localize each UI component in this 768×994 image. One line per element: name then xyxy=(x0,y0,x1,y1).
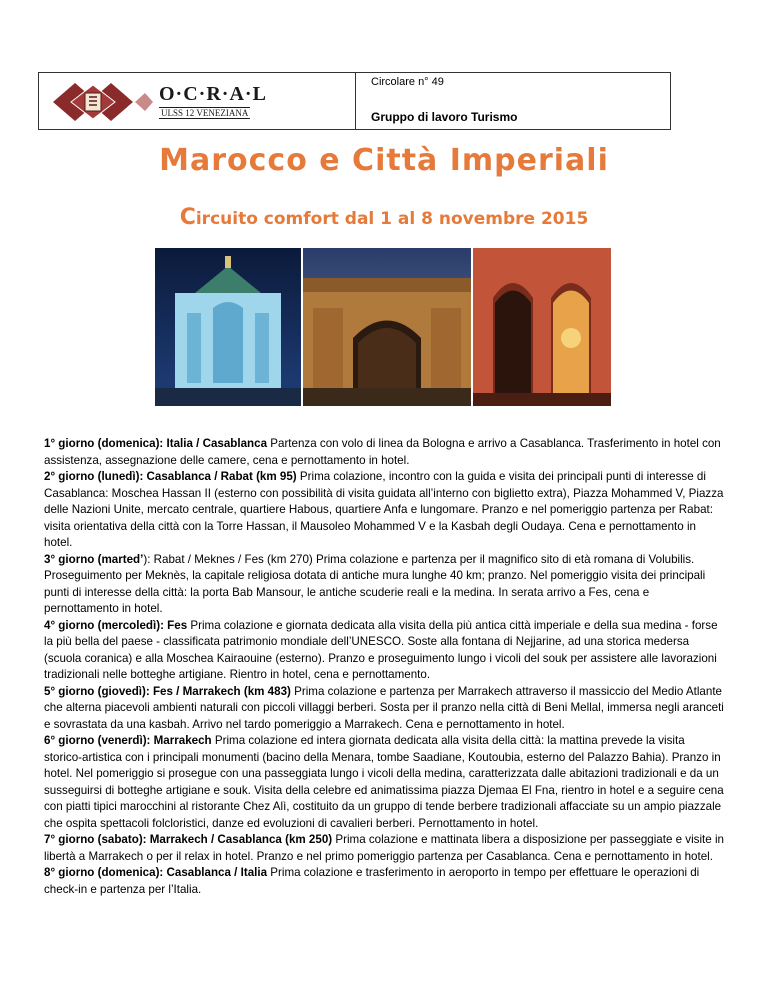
day-label: 3° giorno (marted’ xyxy=(44,552,144,566)
day-text: Prima colazione e partenza per Marrakech attraverso il massiccio del Medio Atlante che alterna piacevoli ambienti naturali con piccoli villaggi berberi. Sosta per il pranzo nella città di Beni Mellal, immersa negli aranceti e sovrastata da una kasbah. Arrivo nel tardo pomeriggio a Marrakech. Cena e pernottamento in hotel. xyxy=(44,684,724,731)
day-4 xyxy=(44,618,724,684)
day-label: 1° giorno (domenica): Italia / Casablanca xyxy=(44,437,268,450)
day-label: 7° giorno (sabato): Marrakech / Casablanca (km 250) xyxy=(44,833,333,846)
day-text: Prima colazione e trasferimento in aeroporto in tempo per effettuare le operazioni di check-in e partenza per l’Italia. xyxy=(44,866,700,896)
mausoleum-photo xyxy=(155,248,301,406)
page-subtitle xyxy=(0,205,768,230)
day-3 xyxy=(44,552,724,618)
day-text: ): Rabat / Meknes / Fes (km 270) Prima colazione e partenza per il magnifico sito di età romana di Volubilis. Proseguimento per Meknès, la capitale religiosa dotata di antiche mura lunghe 40 km; pranzo. Nel pomeriggio visita dei principali punti di interesse della città: la porta Bab Mansour, le antiche scuderie reali e la medina. In serata arrivo a Fes, cena e pernottamento in hotel. xyxy=(44,552,706,615)
gate-photo xyxy=(303,248,471,406)
day-6 xyxy=(44,733,724,832)
day-label: 6° giorno (venerdì): Marrakech xyxy=(44,734,212,747)
group-name: Gruppo di lavoro Turismo xyxy=(371,110,518,124)
photo-strip xyxy=(155,248,611,406)
logo-name: O·C·R·A·L xyxy=(159,83,267,105)
day-label: 2° giorno (lunedì): Casablanca / Rabat (km 95) xyxy=(44,470,297,483)
day-2 xyxy=(44,469,724,552)
day-text: Prima colazione e mattinata libera a disposizione per passeggiate e visite in libertà a Marrakech o per il relax in hotel. Pranzo e nel primo pomeriggio partenza per Casablanca. Cena e pernottamento in hotel. xyxy=(44,833,724,863)
day-7 xyxy=(44,832,724,865)
page-title: Marocco e Città Imperiali xyxy=(159,143,609,178)
subtitle-text: ircuito comfort dal 1 al 8 novembre 2015 xyxy=(195,209,589,229)
day-5 xyxy=(44,684,724,734)
day-text: Prima colazione, incontro con la guida e visita dei principali punti di interesse di Casablanca: Moschea Hassan II (esterno con possibilità di visita guidata all’interno con biglietto extra), Piazza Mohammed V, Piazza delle Nazioni Unite, mercato centrale, quartiere Habous, quartiere Anfa e lungomare. Pranzo e nel pomeriggio partenza per Rabat: visita orientativa della città con la Torre Hassan, il Mausoleo Mohammed V e la Kasbah degli Oudaya. Cena e pernottamento in hotel. xyxy=(44,470,724,549)
circolare-number: Circolare n° 49 xyxy=(371,76,444,88)
day-text: Prima colazione ed intera giornata dedicata alla visita della città: la mattina prevede la visita storico-artistica con i principali monumenti (bacino della Menara, tombe Saadiane, Koutoubia, esterno del Palazzo Bahia). Pranzo in hotel. Nel pomeriggio si prosegue con una passeggiata lungo i vicoli della medina, caratterizzata dalle abitazioni tradizionali e da un susseguirsi di botteghe artigiane e souk. Visita della celebre ed animatissima piazza Djemaa El Fna, rientro in hotel e a seguire cena con piatti tipici marocchini al ristorante Chez Alì, costituito da un gruppo di tende berbere tradizionali affacciate su un ampio piazzale che ospita spettacoli folcloristici, danze ed evoluzioni di cavalieri berberi. Pernottamento in hotel. xyxy=(44,734,724,830)
day-1 xyxy=(44,436,724,469)
header-box xyxy=(38,72,671,130)
ocral-logo-icon xyxy=(49,79,154,125)
day-text: Prima colazione e giornata dedicata alla visita della più antica città imperiale e della sua medina - forse la più bella del paese - classificata patrimonio mondiale dell’UNESCO. Soste alla fontana di Nejjarine, ad una storica medersa (scuola coranica) e alla Moschea Kairaouine (esterno). Pranzo e proseguimento lungo i vicoli del souk per assistere alle lavorazioni tradizionali nelle botteghe artigiane. Rientro in hotel, cena e pernottamento. xyxy=(44,618,718,681)
itinerary xyxy=(44,436,724,898)
header-divider xyxy=(355,73,356,129)
logo-subtitle: ULSS 12 VENEZIANA xyxy=(161,108,249,118)
subtitle-initial: C xyxy=(179,205,196,230)
day-label: 4° giorno (mercoledì): Fes xyxy=(44,618,188,632)
day-text: Partenza con volo di linea da Bologna e arrivo a Casablanca. Trasferimento in hotel con assistenza, assegnazione delle camere, cena e pernottamento in hotel. xyxy=(44,437,721,467)
day-8 xyxy=(44,865,724,898)
day-label: 8° giorno (domenica): Casablanca / Italia xyxy=(44,866,268,879)
arches-photo xyxy=(473,248,611,406)
day-label: 5° giorno (giovedì): Fes / Marrakech (km 483) xyxy=(44,684,291,698)
logo-area xyxy=(39,73,355,129)
